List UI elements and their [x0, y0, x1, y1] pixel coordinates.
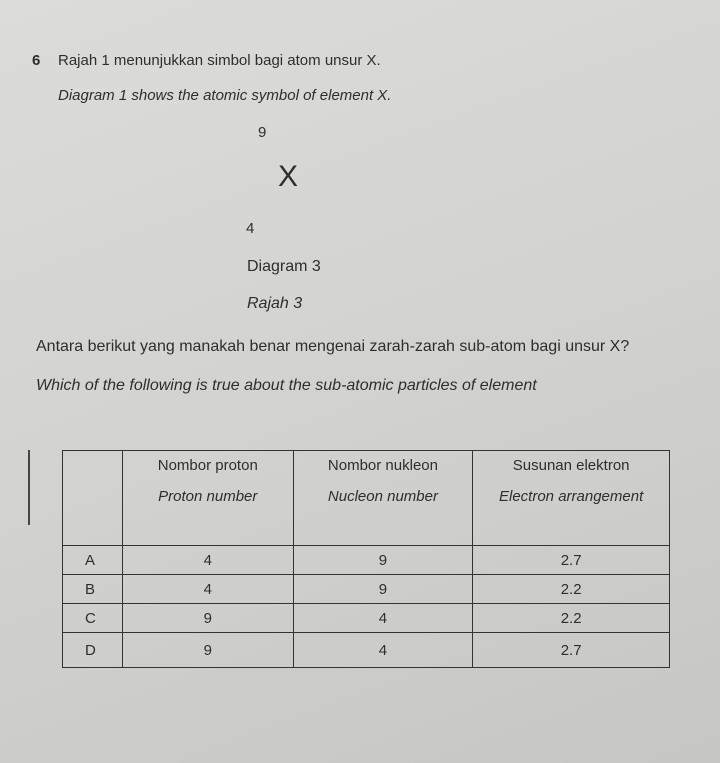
- table-row[interactable]: [63, 575, 670, 604]
- option-label[interactable]: B: [63, 575, 123, 604]
- table-row[interactable]: [63, 633, 670, 668]
- nucleon-cell: 9: [293, 575, 473, 604]
- electron-cell: 2.7: [473, 633, 670, 668]
- proton-number: 4: [246, 220, 255, 237]
- header-empty: [63, 451, 123, 546]
- diagram-caption: Diagram 3: [247, 258, 321, 275]
- proton-cell: 4: [122, 575, 293, 604]
- header-en: Proton number: [158, 488, 258, 505]
- nucleon-cell: 4: [293, 633, 473, 668]
- prompt-malay: Antara berikut yang manakah benar mengenai zarah-zarah sub-atom bagi unsur X?: [36, 338, 630, 355]
- option-label[interactable]: A: [63, 546, 123, 575]
- table-row[interactable]: [63, 546, 670, 575]
- option-label[interactable]: C: [63, 604, 123, 633]
- proton-cell: 9: [122, 604, 293, 633]
- electron-cell: 2.2: [473, 575, 670, 604]
- nucleon-cell: 9: [293, 546, 473, 575]
- header-ms: Susunan elektron: [512, 457, 630, 474]
- electron-cell: 2.2: [473, 604, 670, 633]
- header-electron: [473, 451, 670, 546]
- header-ms: Nombor proton: [157, 457, 258, 474]
- header-ms: Nombor nukleon: [327, 457, 438, 474]
- header-en: Nucleon number: [327, 488, 438, 505]
- rajah-caption: Rajah 3: [247, 295, 303, 312]
- question-text-english: Diagram 1 shows the atomic symbol of element X.: [58, 87, 392, 104]
- margin-line: [28, 450, 30, 525]
- proton-cell: 9: [122, 633, 293, 668]
- table-row[interactable]: [63, 604, 670, 633]
- table-header-row: [63, 451, 670, 546]
- proton-cell: 4: [122, 546, 293, 575]
- question-text-malay: Rajah 1 menunjukkan simbol bagi atom unsur X.: [58, 52, 381, 69]
- prompt-english: Which of the following is true about the sub-atomic particles of element: [36, 377, 537, 394]
- element-symbol: X: [278, 160, 299, 193]
- option-label[interactable]: D: [63, 633, 123, 668]
- header-proton: [122, 451, 293, 546]
- electron-cell: 2.7: [473, 546, 670, 575]
- question-number: 6: [32, 52, 41, 69]
- answer-table: [62, 450, 670, 668]
- nucleon-number: 9: [258, 124, 267, 141]
- nucleon-cell: 4: [293, 604, 473, 633]
- header-en: Electron arrangement: [499, 488, 644, 505]
- header-nucleon: [293, 451, 473, 546]
